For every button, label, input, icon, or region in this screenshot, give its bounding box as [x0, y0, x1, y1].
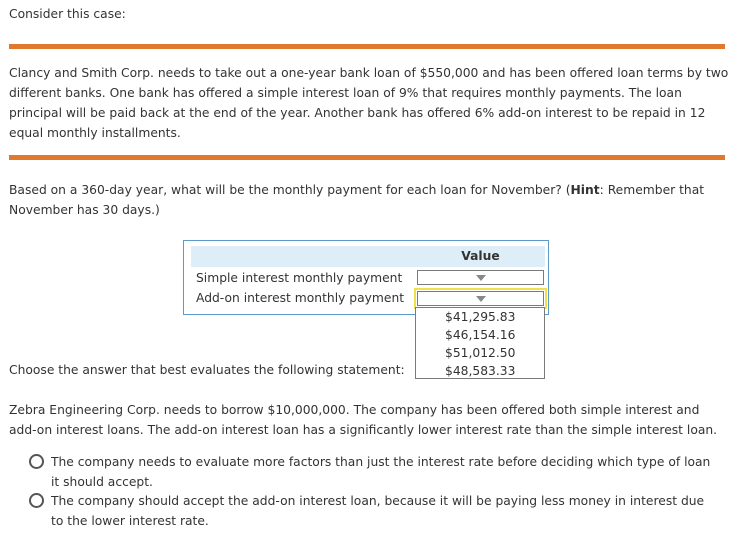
value-column-header: Value — [461, 249, 500, 263]
dropdown-option[interactable]: $46,154.16 — [445, 328, 516, 342]
add-on-interest-label: Add-on interest monthly payment — [196, 291, 405, 305]
chevron-down-icon — [476, 275, 486, 281]
radio-button-1[interactable] — [29, 454, 44, 469]
hint-label: Hint — [570, 183, 600, 197]
add-on-interest-dropdown-list — [415, 307, 545, 379]
simple-interest-label: Simple interest monthly payment — [196, 271, 403, 285]
dropdown-option[interactable]: $51,012.50 — [445, 346, 516, 360]
case-description: Clancy and Smith Corp. needs to take out a one-year bank loan of $550,000 and has been offered loan terms by two different banks. One bank has offered a simple interest loan of 9% that requires monthly payments. The loan principal will be paid back at the end of the year. Another bank has offered 6% add-on interest to be repaid in 12 equal monthly installments. — [9, 66, 729, 140]
question-suffix: : Remember that November has 30 days.) — [9, 183, 705, 217]
table-header — [191, 246, 545, 267]
statement-text: Zebra Engineering Corp. needs to borrow $10,000,000. The company has been offered both simple interest and add-on interest loans. The add-on interest loan has a significantly lower interest rate than the simple interest loan. — [9, 403, 718, 437]
question-text — [9, 180, 729, 220]
add-on-interest-select[interactable] — [417, 291, 544, 306]
simple-interest-select[interactable] — [417, 270, 544, 285]
dropdown-option[interactable]: $48,583.33 — [445, 364, 516, 378]
payment-table — [183, 240, 549, 315]
radio-button-2[interactable] — [29, 493, 44, 508]
chevron-down-icon — [476, 296, 486, 302]
question-prefix: Based on a 360-day year, what will be the monthly payment for each loan for November? ( — [9, 183, 571, 197]
divider-bottom — [9, 155, 725, 160]
divider-top — [9, 44, 725, 49]
statement-prompt: Choose the answer that best evaluates the following statement: — [9, 363, 405, 377]
answer-text-1: The company needs to evaluate more factors than just the interest rate before deciding which type of loan it should accept. — [51, 455, 711, 489]
answer-text-2: The company should accept the add-on interest loan, because it will be paying less money in interest due to the lower interest rate. — [51, 494, 705, 528]
intro-text: Consider this case: — [9, 7, 126, 21]
dropdown-option[interactable]: $41,295.83 — [445, 310, 516, 324]
